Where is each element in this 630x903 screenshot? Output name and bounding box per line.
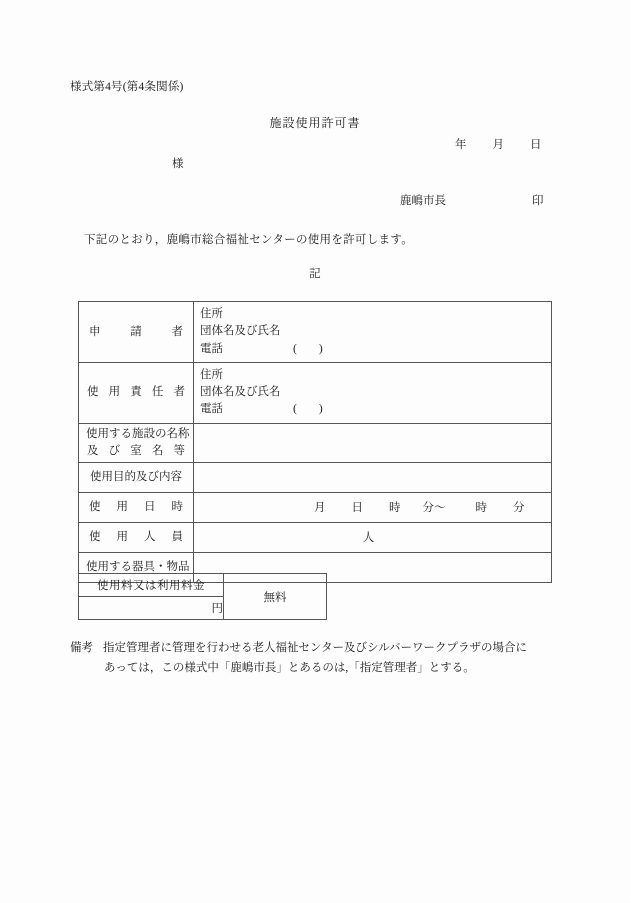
row-value-applicant[interactable] bbox=[194, 302, 552, 363]
label-char: 用 bbox=[116, 530, 128, 543]
label-char: 等 bbox=[173, 444, 185, 457]
label-char: 用 bbox=[116, 500, 128, 513]
row-value-facility-name[interactable] bbox=[194, 423, 552, 462]
ki-mark: 記 bbox=[309, 268, 321, 280]
datetime-minute-to-label: 分 bbox=[513, 502, 525, 514]
label-char: 室 bbox=[130, 444, 142, 457]
fee-currency-unit[interactable]: 円 bbox=[79, 597, 224, 620]
row-value-attendance[interactable] bbox=[194, 522, 552, 552]
datetime-hour-from-label: 時 bbox=[389, 502, 401, 514]
label-char: 使 bbox=[89, 530, 101, 543]
label-char: 者 bbox=[171, 325, 183, 338]
table-row-applicant bbox=[79, 302, 552, 363]
row-value-responsible-person[interactable] bbox=[194, 362, 552, 423]
label-char: 使 bbox=[89, 500, 101, 513]
label-char: 名 bbox=[151, 444, 164, 457]
datetime-day-label: 日 bbox=[351, 502, 363, 514]
label-char: 請 bbox=[130, 325, 142, 338]
table-row-facility-name bbox=[79, 423, 552, 462]
label-char: 日 bbox=[144, 500, 156, 513]
paren-close: ) bbox=[318, 403, 323, 416]
label-char: 任 bbox=[151, 386, 164, 399]
issuer-name: 鹿嶋市長 bbox=[400, 195, 446, 207]
table-row-datetime bbox=[79, 492, 552, 522]
paren-open: ( bbox=[293, 403, 297, 416]
row-value-purpose[interactable] bbox=[194, 462, 552, 492]
table-row-purpose bbox=[79, 462, 552, 492]
document-title: 施設使用許可書 bbox=[269, 116, 361, 130]
lead-text: 下記のとおり，鹿嶋市総合福祉センターの使用を許可します。 bbox=[84, 234, 414, 246]
date-month-label: 月 bbox=[492, 139, 504, 151]
paren-close: ) bbox=[318, 342, 323, 355]
row-label-applicant bbox=[79, 302, 194, 363]
fee-table bbox=[78, 573, 327, 620]
facility-label-line1: 使用する施設の名称 bbox=[86, 427, 190, 440]
label-char: び bbox=[108, 444, 121, 457]
form-number: 様式第4号(第4条関係) bbox=[70, 81, 184, 93]
table-row-responsible-person bbox=[79, 362, 552, 423]
label-char: 使 bbox=[87, 386, 99, 399]
fee-table-row-header bbox=[79, 574, 327, 597]
applicant-phone-label: 電話 bbox=[200, 342, 223, 355]
row-label-responsible-person bbox=[79, 362, 194, 423]
remarks-line2: あっては，この様式中「鹿嶋市長」とあるのは,「指定管理者」とする。 bbox=[104, 662, 475, 675]
responsible-address-label: 住所 bbox=[200, 368, 223, 381]
datetime-month-label: 月 bbox=[314, 502, 326, 514]
row-label-purpose: 使用目的及び内容 bbox=[79, 462, 194, 492]
responsible-phone-line bbox=[200, 401, 551, 418]
paren-open: ( bbox=[293, 342, 297, 355]
label-char: 者 bbox=[173, 386, 185, 399]
application-details-table bbox=[78, 301, 552, 583]
date-day-label: 日 bbox=[530, 139, 542, 151]
label-char: 時 bbox=[171, 500, 183, 513]
applicant-phone-line bbox=[200, 341, 551, 358]
responsible-name-label: 団体名及び氏名 bbox=[200, 386, 281, 398]
label-char: 用 bbox=[108, 386, 121, 399]
row-label-datetime bbox=[79, 492, 194, 522]
table-row-attendance bbox=[79, 522, 552, 552]
attendance-unit-label: 人 bbox=[362, 532, 375, 544]
date-year-label: 年 bbox=[455, 139, 467, 151]
addressee-suffix: 様 bbox=[172, 158, 184, 170]
row-label-attendance bbox=[79, 522, 194, 552]
remarks-label: 備考 bbox=[70, 642, 93, 654]
row-value-datetime[interactable] bbox=[194, 492, 552, 522]
label-char: 責 bbox=[130, 386, 142, 399]
datetime-minute-from-label: 分〜 bbox=[422, 502, 446, 514]
row-label-equipment: 使用する器具・物品 bbox=[79, 552, 194, 582]
label-char: 及 bbox=[87, 444, 99, 457]
remarks-note bbox=[70, 638, 570, 678]
responsible-phone-label: 電話 bbox=[200, 403, 223, 416]
datetime-hour-to-label: 時 bbox=[475, 502, 487, 514]
fee-label: 使用料又は利用料金 bbox=[79, 574, 224, 597]
seal-mark: 印 bbox=[532, 195, 544, 207]
label-char: 人 bbox=[144, 530, 156, 543]
label-char: 申 bbox=[89, 325, 101, 338]
issuer-row bbox=[400, 192, 544, 208]
applicant-address-label: 住所 bbox=[200, 308, 223, 320]
date-line bbox=[455, 136, 542, 152]
label-char: 員 bbox=[171, 530, 183, 543]
remarks-line1: 指定管理者に管理を行わせる老人福祉センター及びシルバーワークプラザの場合に bbox=[103, 642, 527, 654]
applicant-name-label: 団体名及び氏名 bbox=[200, 325, 281, 338]
fee-free-value: 無料 bbox=[224, 574, 327, 620]
row-label-facility-name bbox=[79, 423, 194, 462]
